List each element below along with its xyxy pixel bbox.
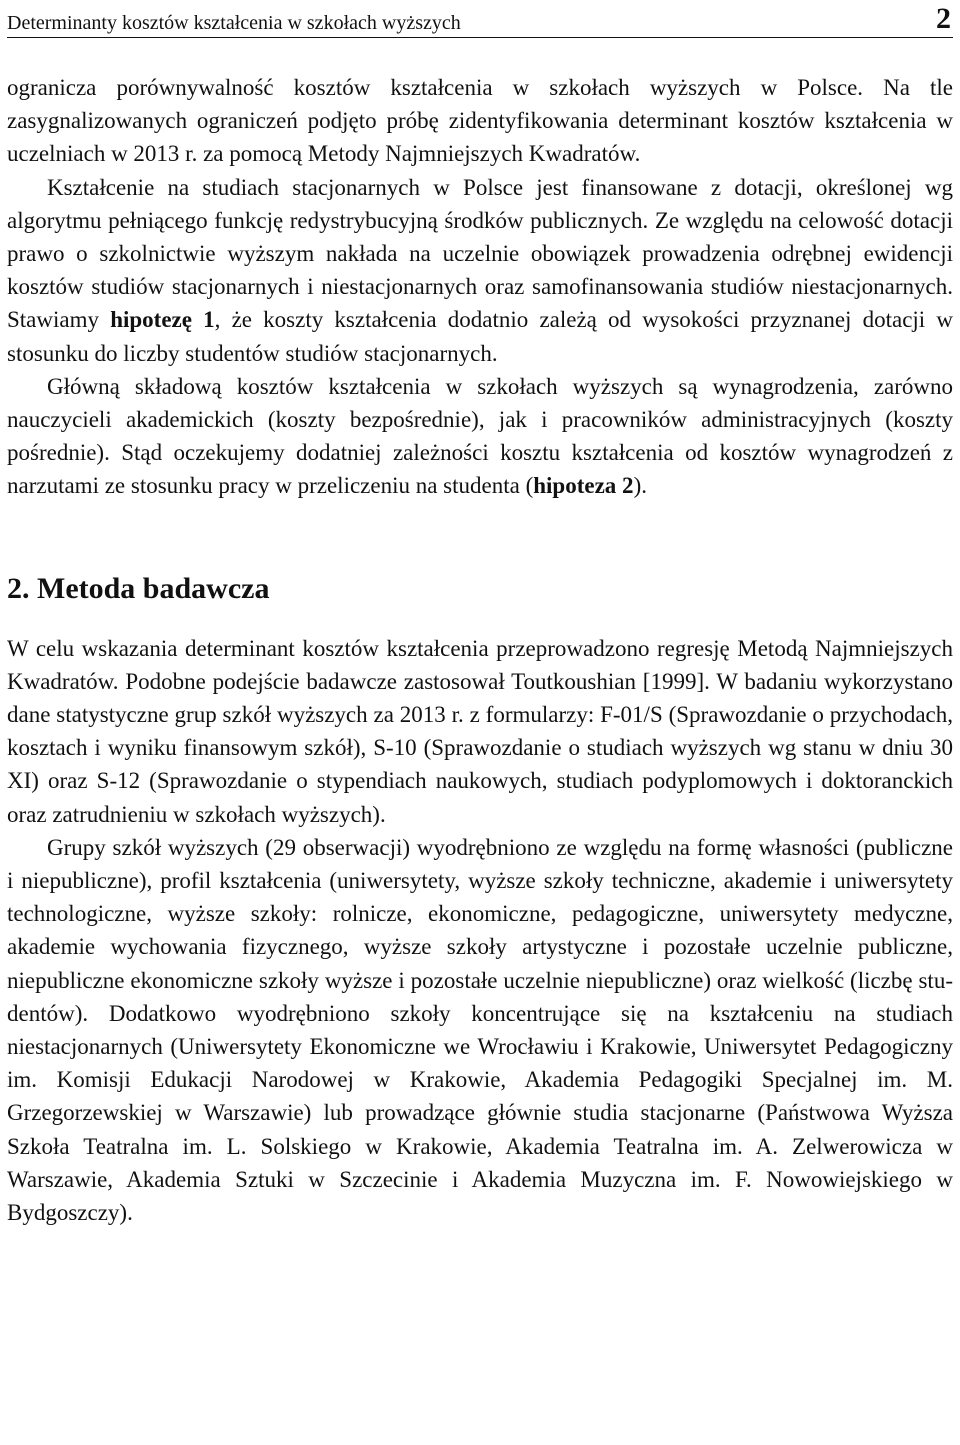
paragraph-text: , że koszty kształcenia dodatnio zależą od wysokości przyznanej dotacji w stosunku do liczby studentów studiów stacjonarnych. [7, 307, 953, 366]
paragraph-text: ). [633, 473, 647, 499]
page-content [7, 71, 953, 1229]
running-header [7, 0, 953, 38]
paragraph-groups [7, 831, 953, 1229]
paragraph-text: Kształcenie na studiach stacjonarnych w Polsce jest finansowane z dotacji, określonej wg algorytmu pełniącego funkcję redystrybucyjną środków publicznych. Ze względu na celowość dotacji prawo o szkolnictwie wyższym nakłada na uczelnie obowiązek prowadzenia odrębnej ewidencji kosztów studiów stacjonarnych i niestacjonarnych oraz samofinansowania studiów niestacjonarnych. Stawiamy [7, 174, 953, 333]
paragraph-hypothesis-2 [7, 370, 953, 503]
paragraph-text: ogranicza porównywalność kosztów kształcenia w szkołach wyższych w Polsce. Na tle zasygnalizowanych ograniczeń podjęto próbę zidentyfikowania determinant kosztów kształcenia w uczelniach w 2013 r. za pomocą Metody Najmniejszych Kwadratów. [7, 75, 953, 167]
page-number: 2 [936, 2, 951, 35]
paragraph-text: Grupy szkół wyższych (29 obserwacji) wyodrębniono ze względu na formę własności (publiczne i niepubliczne), profil kształcenia (uniwersytety, wyższe szkoły techniczne, akademie i uniwersytety technologiczne, wyższe szkoły: rolnicze, ekonomiczne, pedagogiczne, uniwersytety medyczne, akademie wychowania fizycznego, wyższe szkoły artystyczne i pozostałe uczelnie publiczne, niepubliczne ekonomiczne szkoły wyższe i pozostałe uczelnie niepubliczne) oraz wielkość (liczbę studentów). Dodatkowo wyodrębniono szkoły koncentrujące się na kształceniu na studiach niestacjonarnych (Uniwersytety Ekonomiczne we Wrocławiu i Krakowie, Uniwersytet Pedagogiczny im. Komisji Edukacji Narodowej w Krakowie, Akademia Pedagogiki Specjalnej im. M. Grzegorzewskiej w Warszawie) lub prowadzące głównie studia stacjonarne (Państwowa Wyższa Szkoła Teatralna im. L. Solskiego w Krakowie, Akademia Teatralna im. A. Zelwerowicza w Warszawie, Akademia Sztuki w Szczecinie i Akademia Muzyczna im. F. Nowowiejskiego w Bydgoszczy). [7, 834, 953, 1226]
running-header-title: Determinanty kosztów kształcenia w szkołach wyższych [7, 12, 461, 34]
hypothesis-2-label: hipoteza 2 [533, 473, 634, 499]
paragraph-method [7, 632, 953, 831]
paragraph-text: W celu wskazania determinant kosztów kształcenia przeprowadzono regresję Metodą Najmniejszych Kwadratów. Podobne podejście badawcze zastosował Toutkoushian [1999]. W badaniu wykorzystano dane statystyczne grup szkół wyższych za 2013 r. z formularzy: F-01/S (Sprawozdanie o przychodach, kosztach i wyniku finansowym szkół), S-10 (Sprawozdanie o studiach wyższych wg stanu w dniu 30 XI) oraz S-12 (Sprawozdanie o stypendiach naukowych, studiach podyplomowych i doktoranckich oraz zatrudnieniu w szkołach wyższych). [7, 635, 953, 827]
paragraph-hypothesis-1 [7, 171, 953, 370]
section-heading: 2. Metoda badawcza [7, 571, 270, 605]
paragraph-text: Główną składową kosztów kształcenia w szkołach wyższych są wynagrodzenia, zarówno nauczycieli akademickich (koszty bezpośrednie), jak i pracowników administracyjnych (koszty pośrednie). Stąd oczekujemy dodatniej zależności kosztu kształcenia od kosztów wynagrodzeń z narzutami ze stosunku pracy w przeliczeniu na studenta ( [7, 373, 953, 499]
hypothesis-1-label: hipotezę 1 [110, 307, 215, 333]
paragraph-continuation [7, 71, 953, 171]
